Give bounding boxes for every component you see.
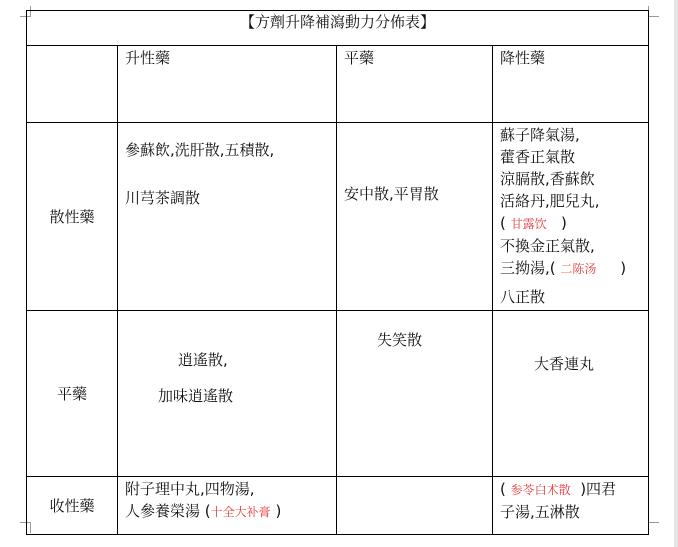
cell-shou-ping	[337, 477, 493, 535]
formula-text: 安中散,平胃散	[344, 185, 439, 203]
annotation-paren: (	[204, 502, 211, 520]
annotation-text: 甘露饮	[510, 217, 547, 231]
column-header-text: 升性藥	[125, 49, 171, 67]
formula-text: 三拗湯,(	[500, 259, 556, 277]
table-row	[27, 311, 649, 477]
annotation-line	[500, 212, 648, 235]
cell-shou-jiang	[493, 477, 649, 535]
table-title-row	[27, 11, 649, 46]
formula-text: 藿香正氣散	[500, 148, 576, 166]
formula-text: 附子理中丸,四物湯,	[125, 480, 255, 498]
formula-text: 子湯,五淋散	[500, 503, 580, 521]
formula-table	[26, 10, 649, 535]
row-label-text: 散性藥	[49, 207, 95, 226]
annotation-paren: )	[275, 502, 282, 520]
annotation-text: 二陈汤	[560, 262, 597, 276]
annotation-text: 十全大补膏	[210, 505, 271, 519]
annotation-paren: )	[620, 259, 627, 277]
cell-ping-sheng	[118, 311, 337, 477]
cell-san-sheng	[118, 123, 337, 311]
formula-text: 大香連丸	[534, 355, 595, 373]
row-label-ping	[27, 311, 118, 477]
cell-ping-ping	[337, 311, 493, 477]
formula-text: 涼膈散,香蘇飲	[500, 170, 595, 188]
row-label-san	[27, 123, 118, 311]
formula-text: 川芎茶調散	[125, 189, 201, 207]
page-corner-mark	[648, 6, 659, 17]
formula-text: 逍遙散,	[178, 351, 228, 369]
page-corner-mark	[648, 522, 659, 533]
formula-text: 參蘇飲,洗肝散,五積散,	[125, 141, 275, 159]
annotation-line	[500, 478, 648, 501]
table-row	[27, 123, 649, 311]
formula-text: 八正散	[500, 288, 546, 306]
table-title-text: 【方劑升降補瀉動力分佈表】	[240, 13, 436, 31]
formula-text: 加味逍遙散	[158, 387, 234, 405]
row-label-text: 平藥	[56, 384, 87, 403]
annotation-paren: )	[560, 214, 567, 232]
table-title	[27, 11, 649, 46]
header-empty-cell	[27, 46, 118, 123]
row-label-shou	[27, 477, 118, 535]
annotation-line	[125, 500, 336, 523]
row-label-text: 收性藥	[49, 496, 95, 515]
annotation-line	[500, 257, 648, 280]
annotation-paren: (	[500, 480, 506, 498]
formula-text: 蘇子降氣湯,	[500, 126, 580, 144]
cell-ping-jiang	[493, 311, 649, 477]
cell-shou-sheng	[118, 477, 337, 535]
column-header-jiang	[493, 46, 649, 123]
table-row	[27, 477, 649, 535]
annotation-text: 参苓白术散	[510, 483, 571, 497]
table-header-row	[27, 46, 649, 123]
formula-text: 人參養榮湯	[125, 502, 201, 520]
formula-text: )四君	[580, 480, 617, 498]
window-edge	[674, 0, 678, 547]
column-header-text: 降性藥	[500, 49, 546, 67]
column-header-sheng	[118, 46, 337, 123]
column-header-text: 平藥	[344, 49, 375, 67]
annotation-paren: (	[500, 214, 506, 232]
formula-text: 活絡丹,肥兒丸,	[500, 192, 600, 210]
column-header-ping	[337, 46, 493, 123]
formula-text: 失笑散	[377, 331, 423, 349]
cell-san-jiang	[493, 123, 649, 311]
formula-text: 不換金正氣散,	[500, 237, 595, 255]
cell-san-ping	[337, 123, 493, 311]
